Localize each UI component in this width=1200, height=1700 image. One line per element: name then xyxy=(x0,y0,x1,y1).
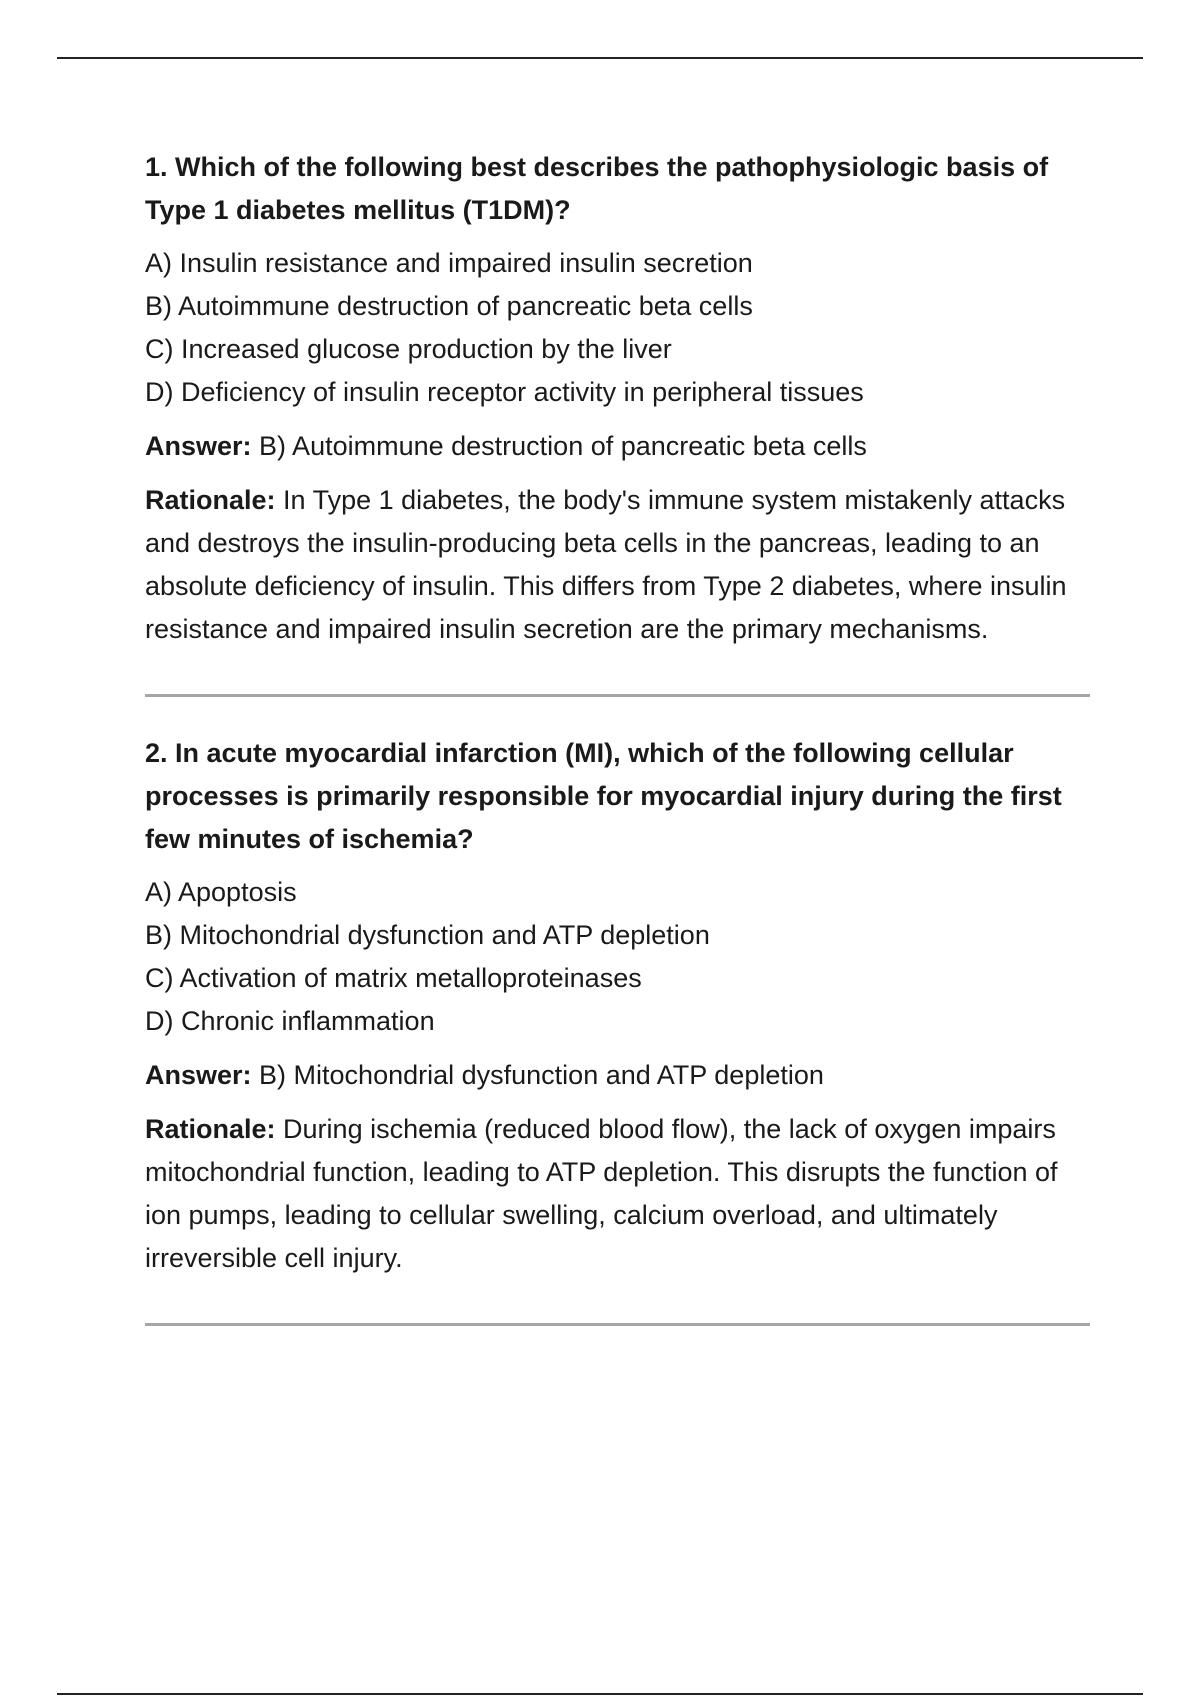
answer-label: Answer: xyxy=(145,431,252,461)
option-c: C) Activation of matrix metalloproteinases xyxy=(145,963,642,993)
question-text: 1. Which of the following best describes the pathophysiologic basis of Type 1 diabetes mellitus (T1DM)? xyxy=(145,152,1049,225)
question-separator xyxy=(145,694,1090,697)
option-d: D) Chronic inflammation xyxy=(145,1006,435,1036)
rationale-label: Rationale: xyxy=(145,1114,276,1144)
answer xyxy=(145,425,1095,468)
question-2 xyxy=(145,732,1095,1280)
option-c: C) Increased glucose production by the liver xyxy=(145,334,672,364)
option-b: B) Mitochondrial dysfunction and ATP depletion xyxy=(145,920,710,950)
question-1 xyxy=(145,146,1095,651)
document-content xyxy=(145,146,1095,1361)
answer-text: B) Autoimmune destruction of pancreatic beta cells xyxy=(259,431,867,461)
options-list xyxy=(145,242,1095,414)
rationale xyxy=(145,479,1095,651)
question-text: 2. In acute myocardial infarction (MI), which of the following cellular processes is primarily responsible for myocardial injury during the first few minutes of ischemia? xyxy=(145,738,1062,854)
page-bottom-rule xyxy=(57,1693,1143,1695)
rationale-text: During ischemia (reduced blood flow), the lack of oxygen impairs mitochondrial function, leading to ATP depletion. This disrupts the function of ion pumps, leading to cellular swelling, calcium overload, and ultimately irreversible cell injury. xyxy=(145,1114,1058,1273)
rationale-label: Rationale: xyxy=(145,485,276,515)
option-b: B) Autoimmune destruction of pancreatic beta cells xyxy=(145,291,753,321)
option-a: A) Insulin resistance and impaired insulin secretion xyxy=(145,248,753,278)
question-separator xyxy=(145,1323,1090,1326)
option-a: A) Apoptosis xyxy=(145,877,297,907)
options-list xyxy=(145,871,1095,1043)
rationale-text: In Type 1 diabetes, the body's immune system mistakenly attacks and destroys the insulin-producing beta cells in the pancreas, leading to an absolute deficiency of insulin. This differs from Type 2 diabetes, where insulin resistance and impaired insulin secretion are the primary mechanisms. xyxy=(145,485,1067,644)
answer xyxy=(145,1054,1095,1097)
rationale xyxy=(145,1108,1095,1280)
answer-label: Answer: xyxy=(145,1060,252,1090)
answer-text: B) Mitochondrial dysfunction and ATP depletion xyxy=(259,1060,824,1090)
option-d: D) Deficiency of insulin receptor activity in peripheral tissues xyxy=(145,377,864,407)
page-top-rule xyxy=(57,57,1143,59)
